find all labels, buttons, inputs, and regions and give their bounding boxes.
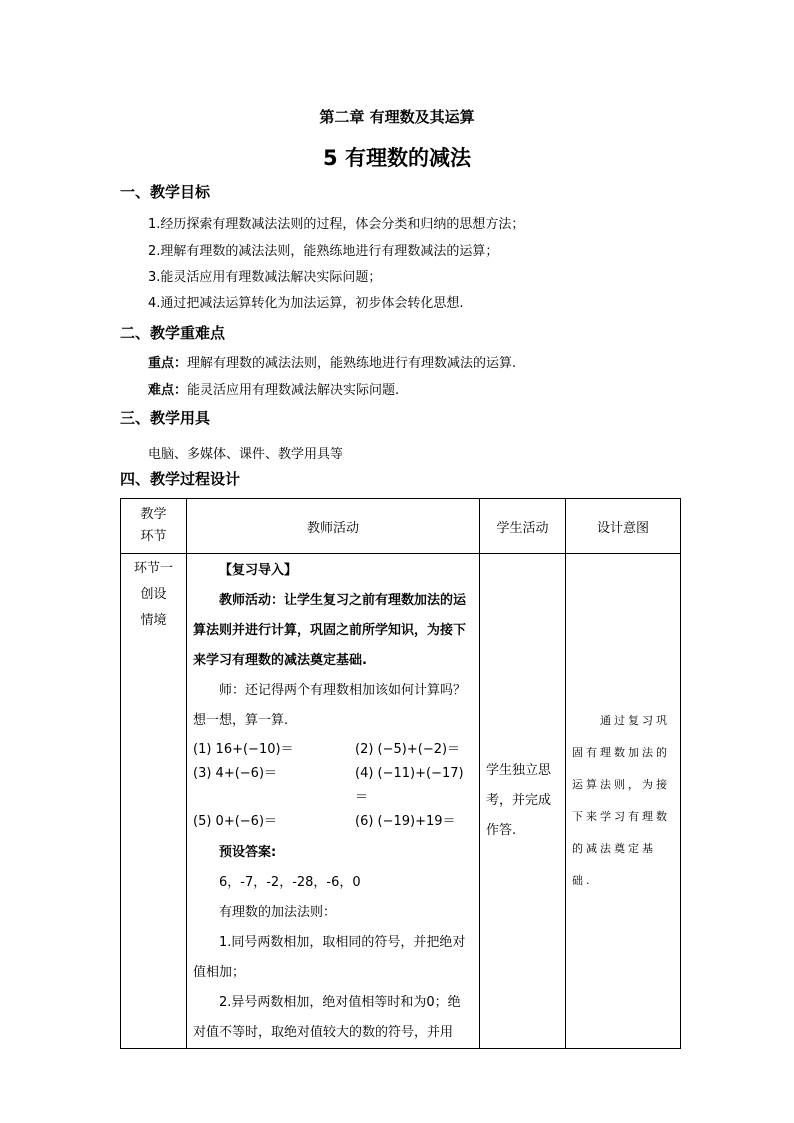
table-header-row [121,499,681,554]
exercise-2: (2) (−5)+(−2)＝ [355,742,461,757]
difficulty-line [148,379,399,398]
goal-item-4: 4.通过把减法运算转化为加法运算，初步体会转化思想. [148,296,464,311]
exercise-4: (4) (−11)+(−17)＝ [355,766,464,805]
teaching-process-table [120,498,681,1049]
focus-line [148,352,516,371]
design-intent-text: 通过复习巩固有理数加法的运算法则，为接下来学习有理数的减法奠定基础. [572,714,670,887]
exercise-1: (1) 16+(−10)＝ [193,742,294,757]
header-student: 学生活动 [480,499,566,554]
review-title: 【复习导入】 [219,563,298,578]
teacher-activity-cell [187,554,480,1049]
teacher-question: 师：还记得两个有理数相加该如何计算吗？想一想，算一算. [193,683,467,728]
exercise-grid [193,738,473,834]
goal-item-3: 3.能灵活应用有理数减法解决实际问题； [148,270,382,285]
goal-item-1: 1.经历探索有理数减法法则的过程，体会分类和归纳的思想方法； [148,217,525,232]
teacher-activity: 教师活动：让学生复习之前有理数加法的运算法则并进行计算，巩固之前所学知识，为接下来学习有理数的减法奠定基础. [193,593,467,668]
student-activity-cell: 学生独立思考，并完成作答. [480,554,566,1049]
design-intent-cell [566,554,681,1049]
rule-2: 2.异号两数相加，绝对值相等时和为0；绝对值不等时，取绝对值较大的数的符号，并用 [193,995,461,1040]
answers: 6，-7，-2，-28，-6，0 [219,875,361,890]
stage-cell: 环节一 创设 情境 [121,554,187,1049]
table-row [121,554,681,1049]
rule-title: 有理数的加法法则： [219,905,337,920]
header-stage: 教学 环节 [121,499,187,554]
header-teacher: 教师活动 [187,499,480,554]
exercise-6: (6) (−19)+19＝ [355,814,456,829]
section-heading-key-points: 二、教学重难点 [120,324,226,342]
focus-label: 重点： [148,356,188,371]
tools-text: 电脑、多媒体、课件、教学用具等 [148,447,344,462]
difficulty-text: 能灵活应用有理数减法解决实际问题. [187,383,400,398]
focus-text: 理解有理数的减法法则，能熟练地进行有理数减法的运算. [187,356,517,371]
exercise-3: (3) 4+(−6)＝ [193,766,278,781]
section-heading-tools: 三、教学用具 [120,409,211,427]
exercise-5: (5) 0+(−6)＝ [193,814,278,829]
section-heading-process: 四、教学过程设计 [120,470,241,488]
section-heading-goals: 一、教学目标 [120,183,211,201]
chapter-title: 第二章 有理数及其运算 [319,108,475,126]
lesson-title: 5 有理数的减法 [323,146,471,170]
header-intent: 设计意图 [566,499,681,554]
difficulty-label: 难点： [148,383,188,398]
goal-item-2: 2.理解有理数的减法法则，能熟练地进行有理数减法的运算； [148,244,499,259]
rule-1: 1.同号两数相加，取相同的符号，并把绝对值相加； [193,935,466,980]
answer-label: 预设答案: [219,845,277,860]
